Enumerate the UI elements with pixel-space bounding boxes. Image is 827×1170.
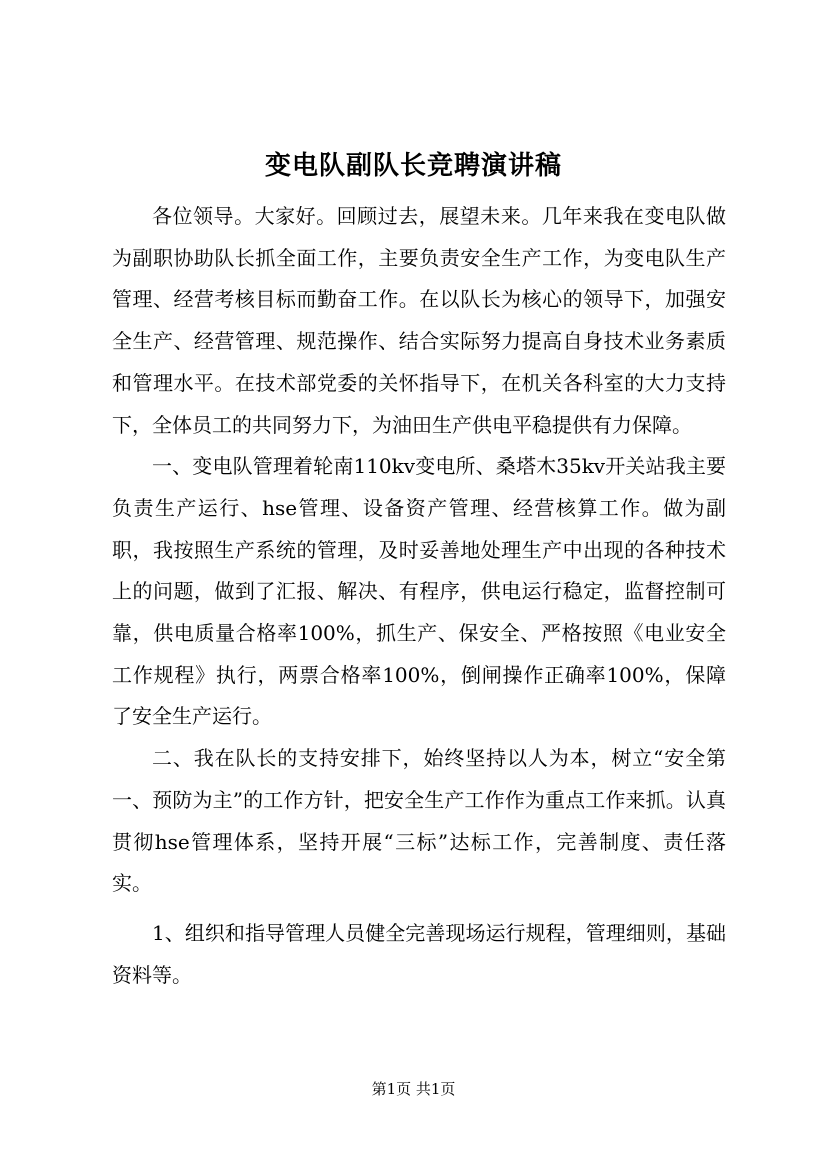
paragraph-section-two: 二、我在队长的支持安排下，始终坚持以人为本，树立“安全第一、预防为主”的工作方针，把安全生产工作作为重点工作来抓。认真贯彻hse管理体系，坚持开展“三标”达标工作，完善制度、责任落实。 bbox=[112, 746, 726, 896]
page-footer: 第1页 共1页 bbox=[371, 1080, 456, 1098]
paragraph-item-one: 1、组织和指导管理人员健全完善现场运行规程，管理细则，基础资料等。 bbox=[112, 920, 726, 987]
document-title: 变电队副队长竞聘演讲稿 bbox=[264, 151, 562, 181]
paragraph-section-one: 一、变电队管理着轮南110kv变电所、桑塔木35kv开关站我主要负责生产运行、hse管理、设备资产管理、经营核算工作。做为副职，我按照生产系统的管理，及时妥善地处理生产中出现的各种技术上的问题，做到了汇报、解决、有程序，供电运行稳定，监督控制可靠，供电质量合格率100%，抓生产、保安全、严格按照《电业安全工作规程》执行，两票合格率100%，倒闸操作正确率100%，保障了安全生产运行。 bbox=[112, 454, 726, 729]
paragraph-greeting: 各位领导。大家好。回顾过去，展望未来。几年来我在变电队做为副职协助队长抓全面工作，主要负责安全生产工作，为变电队生产管理、经营考核目标而勤奋工作。在以队长为核心的领导下，加强安全生产、经营管理、规范操作、结合实际努力提高自身技术业务素质和管理水平。在技术部党委的关怀指导下，在机关各科室的大力支持下，全体员工的共同努力下，为油田生产供电平稳提供有力保障。 bbox=[112, 204, 726, 437]
document-body bbox=[112, 196, 726, 996]
